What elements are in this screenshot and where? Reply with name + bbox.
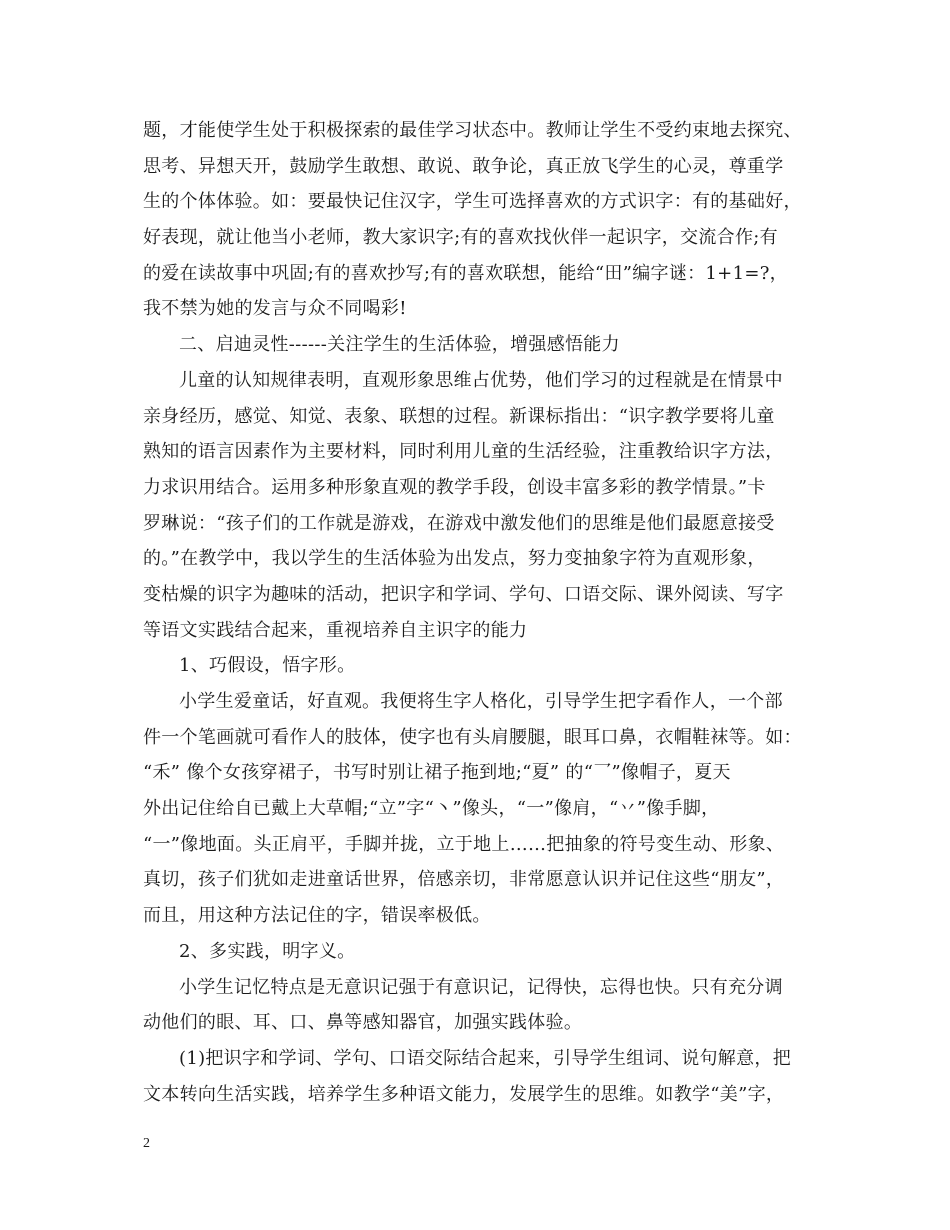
text-line: 而且，用这种方法记住的字，错误率极低。 bbox=[143, 905, 491, 927]
page-number: 2 bbox=[143, 1136, 150, 1151]
text-line: “一”像地面。头正肩平，手脚并拢，立于地上……把抽象的符号变生动、形象、 bbox=[143, 833, 785, 855]
text-line: 力求识用结合。运用多种形象直观的教学手段，创设丰富多彩的教学情景。”卡 bbox=[143, 476, 766, 498]
body-text bbox=[143, 113, 823, 1112]
text-line: 外出记住给自已戴上大草帽;“立”字“丶”像头，“一”像肩，“丷”像手脚， bbox=[143, 798, 720, 820]
text-line: 熟知的语言因素作为主要材料，同时利用儿童的生活经验，注重教给识字方法， bbox=[143, 441, 784, 463]
text-line: “禾” 像个女孩穿裙子，书写时别让裙子拖到地;“夏” 的“乛”像帽子，夏天 bbox=[143, 762, 731, 784]
text-line: 小学生记忆特点是无意识记强于有意识记，记得快，忘得也快。只有充分调 bbox=[179, 976, 783, 998]
text-line: 的。”在教学中，我以学生的生活体验为出发点，努力变抽象字符为直观形象， bbox=[143, 548, 766, 570]
text-line: 生的个体体验。如：要最快记住汉字，学生可选择喜欢的方式识字：有的基础好， bbox=[143, 191, 802, 213]
text-line: 真切，孩子们犹如走进童话世界，倍感亲切，非常愿意认识并记住这些“朋友”， bbox=[143, 869, 785, 891]
text-line: 2、多实践，明字义。 bbox=[179, 940, 356, 962]
text-line: 件一个笔画就可看作人的肢体，使字也有头肩腰腿，眼耳口鼻，衣帽鞋袜等。如： bbox=[143, 726, 802, 748]
text-line: 亲身经历，感觉、知觉、表象、联想的过程。新课标指出：“识字教学要将儿童 bbox=[143, 405, 775, 427]
text-line: (1)把识字和学词、学句、口语交际结合起来，引导学生组词、说句解意，把 bbox=[179, 1047, 791, 1069]
text-line: 的爱在读故事中巩固;有的喜欢抄写;有的喜欢联想，能给“田”编字谜：1+1=?， bbox=[143, 262, 788, 284]
text-line: 变枯燥的识字为趣味的活动，把识字和学词、学句、口语交际、课外阅读、写字 bbox=[143, 583, 784, 605]
text-line: 二、启迪灵性------关注学生的生活体验，增强感悟能力 bbox=[179, 334, 620, 356]
text-line: 好表现，就让他当小老师，教大家识字;有的喜欢找伙伴一起识字，交流合作;有 bbox=[143, 227, 778, 249]
text-line: 题，才能使学生处于积极探索的最佳学习状态中。教师让学生不受约束地去探究、 bbox=[143, 120, 802, 141]
text-line: 思考、异想天开，鼓励学生敢想、敢说、敢争论，真正放飞学生的心灵，尊重学 bbox=[143, 155, 784, 177]
text-line: 我不禁为她的发言与众不同喝彩! bbox=[143, 298, 407, 320]
text-line: 等语文实践结合起来，重视培养自主识字的能力 bbox=[143, 619, 528, 641]
text-line: 1、巧假设，悟字形。 bbox=[179, 655, 356, 677]
text-line: 罗琳说：“孩子们的工作就是游戏，在游戏中激发他们的思维是他们最愿意接受 bbox=[143, 512, 775, 534]
text-line: 文本转向生活实践，培养学生多种语文能力，发展学生的思维。如教学“美”字， bbox=[143, 1083, 785, 1105]
text-line: 小学生爱童话，好直观。我便将生字人格化，引导学生把字看作人，一个部 bbox=[179, 691, 783, 712]
text-line: 动他们的眼、耳、口、鼻等感知器官，加强实践体验。 bbox=[143, 1012, 583, 1034]
text-line: 儿童的认知规律表明，直观形象思维占优势，他们学习的过程就是在情景中 bbox=[179, 369, 783, 391]
